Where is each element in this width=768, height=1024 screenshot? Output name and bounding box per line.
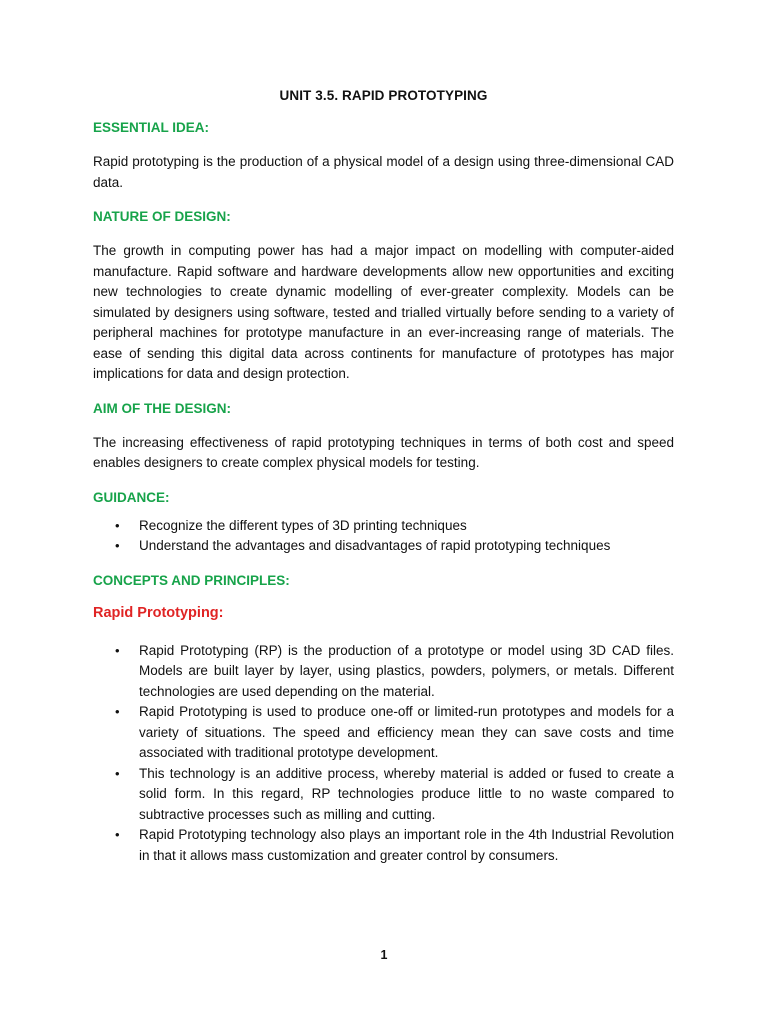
bullet-icon: •	[115, 642, 120, 658]
concepts-heading: CONCEPTS AND PRINCIPLES:	[93, 572, 290, 588]
bullet-icon: •	[115, 827, 120, 842]
aim-of-design-heading: AIM OF THE DESIGN:	[93, 400, 231, 416]
list-item-text: Rapid Prototyping (RP) is the production of a prototype or model using 3D CAD files. Models are built layer by layer, using plastics, powders, polymers, or metals. Different technologies are used depending on the material.	[139, 642, 674, 699]
list-item-text: Recognize the different types of 3D printing techniques	[139, 517, 467, 533]
page-content	[93, 88, 674, 882]
nature-of-design-heading: NATURE OF DESIGN:	[93, 209, 231, 224]
list-item	[93, 764, 674, 826]
bullet-icon: •	[115, 538, 120, 553]
page-number: 1	[380, 948, 388, 962]
bullet-icon: •	[115, 704, 120, 719]
nature-of-design-text: The growth in computing power has had a major impact on modelling with computer-aided manufacture. Rapid software and hardware developments allow new opportunities and exciting new technologies to create dynamic modelling of ever-greater complexity. Models can be simulated by designers using software, tested and trialled virtually before sending to a variety of peripheral machines for prototype manufacture in an ever-increasing range of materials. The ease of sending this digital data across continents for manufacture of prototypes has major implications for data and design protection.	[93, 243, 674, 381]
list-item	[93, 641, 674, 703]
list-item	[93, 536, 674, 557]
list-item-text: Understand the advantages and disadvantages of rapid prototyping techniques	[139, 538, 611, 553]
bullet-icon: •	[115, 765, 120, 781]
essential-idea-text: Rapid prototyping is the production of a physical model of a design using three-dimensional CAD data.	[93, 154, 674, 190]
essential-idea-heading: ESSENTIAL IDEA:	[93, 120, 210, 135]
list-item-text: Rapid Prototyping is used to produce one-off or limited-run prototypes and models for a variety of situations. The speed and efficiency mean they can save costs and time associated with traditional prototype development.	[139, 704, 674, 760]
bullet-icon: •	[115, 517, 120, 533]
concepts-list	[93, 641, 674, 867]
rapid-prototyping-subheading: Rapid Prototyping:	[93, 604, 224, 621]
list-item-text: This technology is an additive process, whereby material is added or fused to create a solid form. In this regard, RP technologies produce little to no waste compared to subtractive processes such as milling and cutting.	[139, 765, 674, 822]
guidance-list	[93, 516, 674, 557]
list-item	[93, 825, 674, 866]
list-item-text: Rapid Prototyping technology also plays an important role in the 4th Industrial Revolution in that it allows mass customization and greater control by consumers.	[139, 827, 674, 863]
list-item	[93, 516, 674, 537]
list-item	[93, 702, 674, 764]
document-title: UNIT 3.5. RAPID PROTOTYPING	[279, 88, 488, 103]
guidance-heading: GUIDANCE:	[93, 489, 170, 505]
aim-of-design-text: The increasing effectiveness of rapid prototyping techniques in terms of both cost and speed enables designers to create complex physical models for testing.	[93, 434, 674, 470]
